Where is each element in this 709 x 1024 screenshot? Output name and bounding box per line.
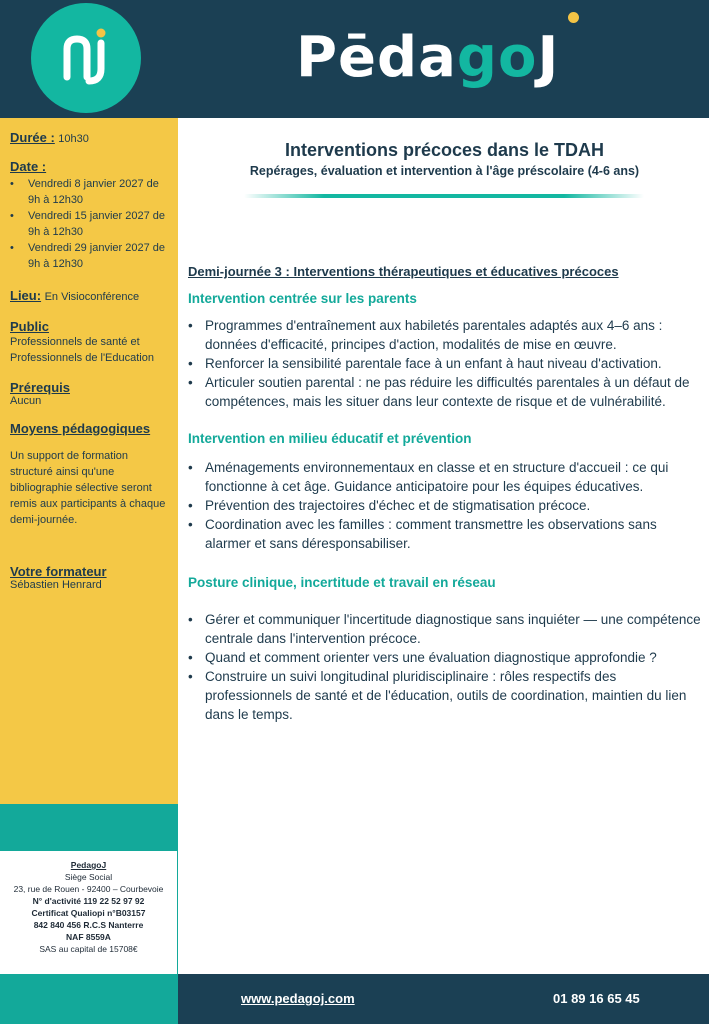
duree-block <box>10 130 170 145</box>
prerequis-label: Prérequis <box>10 380 70 395</box>
duree-label: Durée : <box>10 130 55 145</box>
list-item: • Coordination avec les familles : comment transmettre les observations sans alarmer et sans déresponsabiliser. <box>188 515 704 553</box>
prerequis-value: Aucun <box>10 395 42 407</box>
list-item: • Articuler soutien parental : ne pas réduire les difficultés parentales à un défaut de compétences, mais les situer dans leur contexte de risque et de vulnérabilité. <box>188 373 704 411</box>
date-block <box>10 159 170 272</box>
address-line: 23, rue de Rouen - 92400 – Courbevoie <box>13 884 164 894</box>
brand-dot-icon <box>568 12 579 23</box>
moyens-value: Un support de formation structuré ainsi qu'une bibliographie sélective seront remis aux participants à chaque demi-journée. <box>10 450 166 526</box>
public-block <box>10 319 170 366</box>
address-line: NAF 8559A <box>66 932 111 942</box>
address-box <box>0 851 178 974</box>
date-label: Date : <box>10 159 47 174</box>
page-subtitle: Repérages, évaluation et intervention à l'âge préscolaire (4-6 ans) <box>249 164 640 178</box>
section-heading: Intervention en milieu éducatif et prévention <box>188 431 472 446</box>
lieu-block <box>10 288 170 303</box>
date-item: • Vendredi 29 janvier 2027 de 9h à 12h30 <box>10 240 170 272</box>
website-link[interactable]: www.pedagoj.com <box>241 991 355 1006</box>
section-list <box>188 316 704 411</box>
address-line: Siège Social <box>64 872 113 882</box>
title-divider <box>244 194 644 198</box>
list-item: • Renforcer la sensibilité parentale face à un enfant à haut niveau d'activation. <box>188 354 704 373</box>
address-line: SAS au capital de 15708€ <box>39 944 138 954</box>
public-value: Professionnels de santé et Professionnels de l'Education <box>10 336 154 364</box>
company-name: PedagoJ <box>70 860 107 870</box>
address-line: 842 840 456 R.C.S Nanterre <box>33 920 144 930</box>
formateur-block <box>10 564 170 591</box>
lieu-label: Lieu: <box>10 288 42 303</box>
sidebar-teal-band <box>0 804 178 851</box>
formateur-value: Sébastien Henrard <box>10 579 102 591</box>
list-item: • Quand et comment orienter vers une évaluation diagnostique approfondie ? <box>188 648 704 667</box>
section-list <box>188 610 704 724</box>
list-item: • Programmes d'entraînement aux habiletés parentales adaptés aux 4–6 ans : données d'efficacité, principes d'action, modalités de mise en œuvre. <box>188 316 704 354</box>
section-heading: Intervention centrée sur les parents <box>188 291 417 306</box>
footer <box>178 974 709 1024</box>
brand-name: PēdagoJ <box>296 25 560 90</box>
date-item: • Vendredi 8 janvier 2027 de 9h à 12h30 <box>10 176 170 208</box>
list-item: • Construire un suivi longitudinal pluridisciplinaire : rôles respectifs des professionnels de santé et de l'éducation, outils de coordination, maintien du lien dans le temps. <box>188 667 704 724</box>
section-list <box>188 458 704 553</box>
moyens-label: Moyens pédagogiques <box>10 421 151 436</box>
page-title: Interventions précoces dans le TDAH <box>284 140 605 160</box>
list-item: • Gérer et communiquer l'incertitude diagnostique sans inquiéter — une compétence centrale dans l'intervention précoce. <box>188 610 704 648</box>
sidebar-bottom-band <box>0 974 178 1024</box>
duree-value: 10h30 <box>58 133 89 145</box>
prerequis-block <box>10 380 170 407</box>
logo-icon <box>31 3 141 113</box>
address-line: Certificat Qualiopi n°B03157 <box>31 908 146 918</box>
program-content <box>188 264 704 724</box>
list-item: • Prévention des trajectoires d'échec et de stigmatisation précoce. <box>188 496 704 515</box>
demi-journee-title: Demi-journée 3 : Interventions thérapeutiques et éducatives précoces <box>188 264 619 279</box>
header-banner <box>0 0 709 118</box>
address-line: N° d'activité 119 22 52 97 92 <box>32 896 145 906</box>
date-item: • Vendredi 15 janvier 2027 de 9h à 12h30 <box>10 208 170 240</box>
phone-number: 01 89 16 65 45 <box>553 991 640 1006</box>
moyens-block <box>10 421 170 528</box>
list-item: • Aménagements environnementaux en classe et en structure d'accueil : ce qui fonctionne à cet âge. Guidance anticipatoire pour les équipes éducatives. <box>188 458 704 496</box>
public-label: Public <box>10 319 50 334</box>
section-heading: Posture clinique, incertitude et travail en réseau <box>188 575 496 590</box>
lieu-value: En Visioconférence <box>44 291 140 303</box>
date-list <box>10 176 170 272</box>
sidebar <box>0 118 178 804</box>
formateur-label: Votre formateur <box>10 564 107 579</box>
